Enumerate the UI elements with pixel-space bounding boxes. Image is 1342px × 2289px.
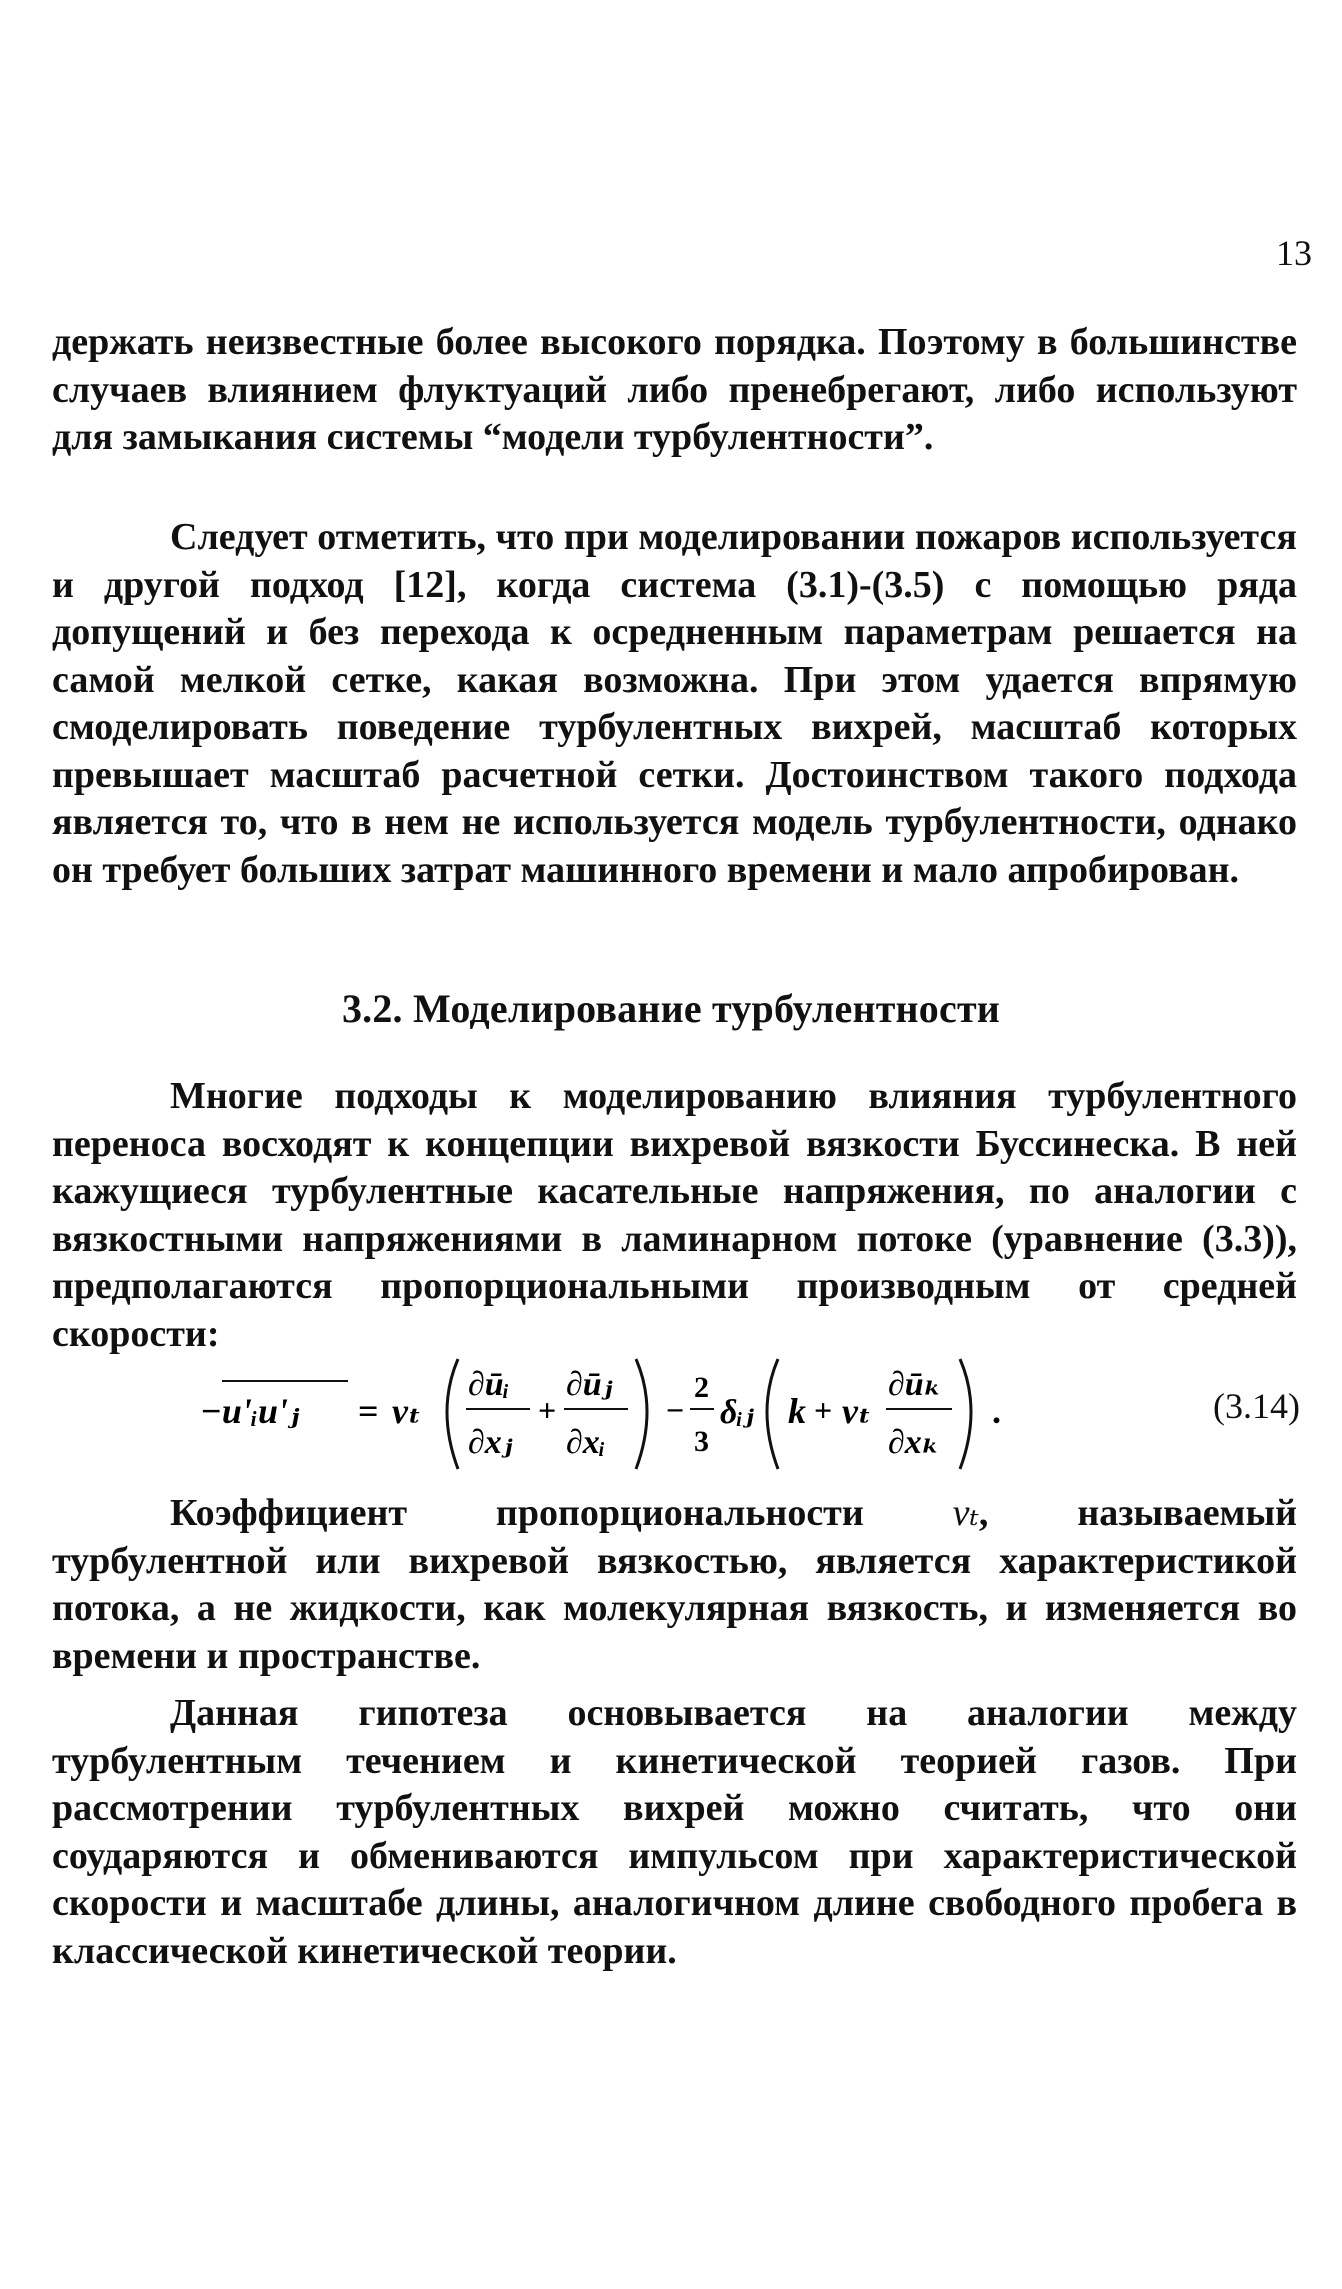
paragraph-other-approach <box>52 514 1297 894</box>
paragraph-continuation <box>52 319 1297 462</box>
frac2-numerator: ∂ūⱼ <box>566 1366 613 1403</box>
frac1-denominator: ∂xⱼ <box>468 1424 513 1461</box>
paragraph-text: Данная гипотеза основывается на аналогии между турбулентным течением и кинетической теорией газов. При рассмотрении турбулентных вихрей можно считать, что они соударяются и обмениваются импульсом при характеристической скорости и масштабе длины, аналогичном длине свободного пробега в классической кинетической теории. <box>52 1692 1297 1972</box>
minus-sign: − <box>666 1392 685 1428</box>
frac-three: 3 <box>694 1425 709 1458</box>
equation-end-dot: . <box>992 1391 1001 1431</box>
frac2-denominator: ∂xᵢ <box>566 1424 606 1461</box>
paragraph-text <box>52 1490 1297 1680</box>
nu-t-inline: νₜ <box>952 1492 979 1534</box>
right-paren-2 <box>960 1359 971 1469</box>
nu-t-symbol-2: νₜ <box>842 1391 872 1431</box>
left-paren-2 <box>767 1359 778 1469</box>
paragraph-text: Следует отметить, что при моделировании пожаров используется и другой подход [12], когда система (3.1)-(3.5) с помощью ряда допущений и без перехода к осредненным параметрам решается на самой мелкой сетке, какая возможна. При этом удается впрямую смоделировать поведение турбулентных вихрей, масштаб которых превышает масштаб расчетной сетки. Достоинством такого подхода является то, что в нем не используется модель турбулентности, однако он требует больших затрат машинного времени и мало апробирован. <box>52 516 1297 891</box>
paragraph-boussinesq <box>52 1073 1297 1358</box>
paragraph-eddy-viscosity <box>52 1490 1297 1680</box>
right-paren <box>636 1359 647 1469</box>
section-heading: 3.2. Моделирование турбулентности <box>341 986 1001 1031</box>
frac3-denominator: ∂xₖ <box>888 1424 940 1461</box>
paragraph-hypothesis <box>52 1690 1297 1975</box>
frac1-numerator: ∂ūᵢ <box>468 1366 510 1403</box>
paragraph-text-end: , называемый турбулентной или вихревой вязкостью, является характеристикой потока, а не жидкости, как молекулярная вязкость, и изменяется во времени и пространстве. <box>52 1492 1298 1677</box>
nu-t-symbol: νₜ <box>392 1391 422 1431</box>
equation-3-14 <box>200 1345 1300 1475</box>
equation-formula <box>200 1345 1100 1475</box>
delta-ij: δᵢⱼ <box>720 1394 754 1431</box>
plus-sign: + <box>538 1392 557 1428</box>
frac-two: 2 <box>694 1371 709 1404</box>
equals-sign: = <box>358 1391 379 1431</box>
equation-lhs: −u'ᵢu'ⱼ <box>200 1391 300 1431</box>
plus-sign-2: + <box>814 1392 833 1428</box>
paragraph-text: держать неизвестные более высокого порядка. Поэтому в большинстве случаев влиянием флуктуаций либо пренебрегают, либо используют для замыкания системы “модели турбулентности”. <box>52 321 1297 458</box>
frac3-numerator: ∂ūₖ <box>888 1366 942 1403</box>
left-paren <box>447 1359 458 1469</box>
equation-number: (3.14) <box>1213 1386 1300 1426</box>
paragraph-text: Многие подходы к моделированию влияния турбулентного переноса восходят к концепции вихревой вязкости Буссинеска. В ней кажущиеся турбулентные касательные напряжения, по аналогии с вязкостными напряжениями в ламинарном потоке (уравнение (3.3)), предполагаются пропорциональными производным от средней скорости: <box>52 1075 1297 1355</box>
paragraph-text-start: Коэффициент пропорциональности <box>170 1492 864 1534</box>
k-symbol: k <box>788 1391 806 1431</box>
page-number: 13 <box>1276 233 1312 273</box>
